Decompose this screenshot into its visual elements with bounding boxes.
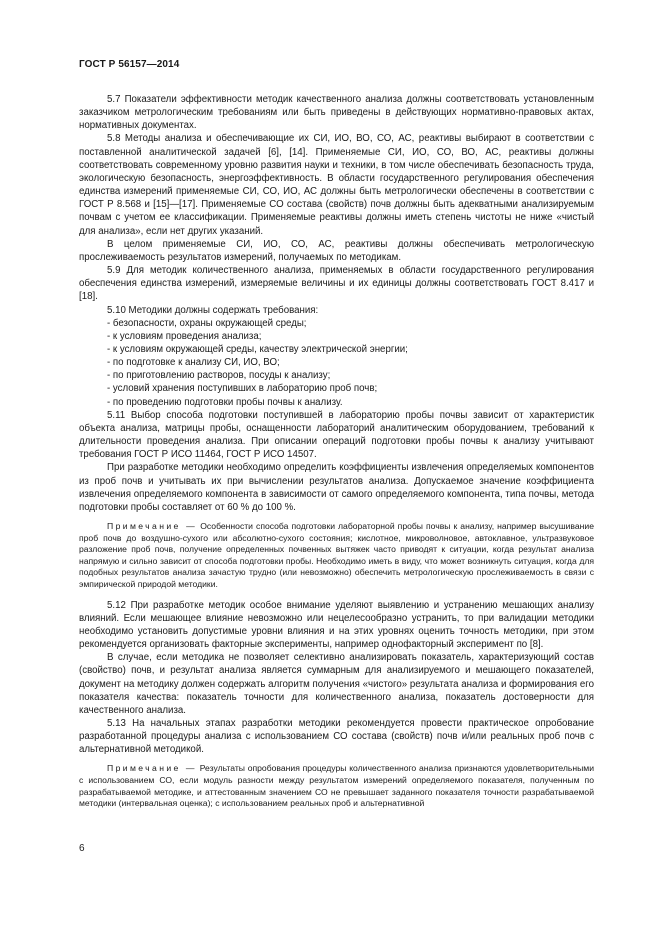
paragraph: При разработке методики необходимо определить коэффициенты извлечения определяемых компонентов из проб почв и учитывать их при вычислении результатов анализа. Допускаемое значение коэффициента извлечения определяемого компонента в зависимости от самого определяемого компонента, типа почвы, метода подготовки пробы составляет от 60 % до 100 %. xyxy=(79,462,594,513)
note-text: Особенности способа подготовки лабораторной пробы почвы к анализу, например высушивание проб почв до воздушно-сухого или абсолютно-сухого состояния; кислотное, микроволновое, автоклавное, ультразвуковое разложение проб почв, получение определенных почвенных вытяжек часто приводят к ситуации, когда результат анализа напрямую и сильно зависит от способа подготовки пробы. Необходимо иметь в виду, что может возникнуть ситуация, когда для подобных результатов анализа зачастую трудно (или невозможно) обеспечить метрологическую прослеживаемость в связи с эмпирической природой методики. xyxy=(79,521,594,589)
note xyxy=(79,763,594,809)
paragraph: 5.10 Методики должны содержать требования: xyxy=(107,304,319,316)
paragraph: 5.8 Методы анализа и обеспечивающие их СИ, ИО, ВО, СО, АС, реактивы выбирают в соответствии с поставленной аналитической задачей [6], [14]. Применяемые СИ, ИО, СО, ВО, АС, реактивы должны соответствовать современному уровню развития науки и техники, в том числе обеспечивать безопасность труда, экологическую безопасность, энергоэффективность. В области государственного регулирования обеспечения единства измерений применяемые СИ, СО, ИО, АС должны быть метрологически обеспечены в соответствии с ГОСТ Р 8.568 и [15]—[17]. Применяемые СО состава (свойств) почв должны быть адекватными анализируемым почвам с учетом ее классификации. Применяемые реактивы должны иметь степень чистоты не ниже «чистый для анализа», если нет других указаний. xyxy=(79,133,594,237)
paragraph: 5.7 Показатели эффективности методик качественного анализа должны соответствовать установленным заказчиком метрологическим требованиям или быть приведены в действующих нормативно-правовых актах, нормативных документах. xyxy=(79,94,594,132)
paragraph: В целом применяемые СИ, ИО, СО, АС, реактивы должны обеспечивать метрологическую прослеживаемость результатов измерений, получаемых по методикам. xyxy=(79,238,594,263)
page-number: 6 xyxy=(79,843,85,854)
paragraph: 5.13 На начальных этапах разработки методики рекомендуется провести практическое опробование разработанной процедуры анализа с использованием СО состава (свойств) почв и/или реальных проб почв с альтернативной методикой. xyxy=(79,717,594,756)
list-item: - по приготовлению растворов, посуды к анализу; xyxy=(107,370,331,382)
paragraph: 5.9 Для методик количественного анализа, применяемых в области государственного регулирования обеспечения единства измерений, измеряемые величины и их единицы должны соответствовать ГОСТ 8.417 и [18]. xyxy=(79,265,594,303)
list-item: - условий хранения поступивших в лабораторию проб почв; xyxy=(107,383,378,395)
paragraph: В случае, если методика не позволяет селективно анализировать показатель, характеризующий состав (свойство) почв, и результат анализа является суммарным для анализируемого и мешающего показателей, документ на методику должен содержать алгоритм получения «чистого» результата анализа и формирования его показателя качества: показатель точности для количественного анализа, показатель достоверности для качественного анализа. xyxy=(79,652,594,716)
note-label: Примечание — xyxy=(107,521,198,531)
note-text: Результаты опробования процедуры количественного анализа признаются удовлетворительными с использованием СО, если модуль разности между результатом измерений определяемого показателя, полученным по разрабатываемой методике, и аттестованным значением СО не превышает заданного показателя точности разрабатываемой методики (интервальная оценка); с использованием реальных проб и альтернативной xyxy=(79,763,594,809)
paragraph: 5.12 При разработке методик особое внимание уделяют выявлению и устранению мешающих анализу влияний. Если мешающее влияние невозможно или нецелесообразно устранить, то при валидации методики необходимо установить допустимые уровни влияния и на этих уровнях оценить точность методики, при этом рекомендуется организовать факторные эксперименты, например однофакторный эксперимент по [8]. xyxy=(79,599,594,651)
note xyxy=(79,521,594,591)
paragraph: 5.11 Выбор способа подготовки поступившей в лабораторию пробы почвы зависит от характеристик объекта анализа, матрицы пробы, оснащенности лабораторий аналитическим оборудованием, требований к длительности проведения анализа. При описании операций подготовки пробы почвы к анализу учитывают требования ГОСТ Р ИСО 11464, ГОСТ Р ИСО 14507. xyxy=(79,409,594,461)
document-header: ГОСТ Р 56157—2014 xyxy=(79,59,180,70)
note-label: Примечание — xyxy=(107,763,197,774)
list-item: - к условиям проведения анализа; xyxy=(107,330,262,342)
document-body xyxy=(79,93,594,818)
list-item: - по проведению подготовки пробы почвы к анализу. xyxy=(107,396,343,408)
list-item: - безопасности, охраны окружающей среды; xyxy=(107,317,307,329)
list-item: - по подготовке к анализу СИ, ИО, ВО; xyxy=(107,357,280,369)
list-item: - к условиям окружающей среды, качеству электрической энергии; xyxy=(107,343,408,355)
